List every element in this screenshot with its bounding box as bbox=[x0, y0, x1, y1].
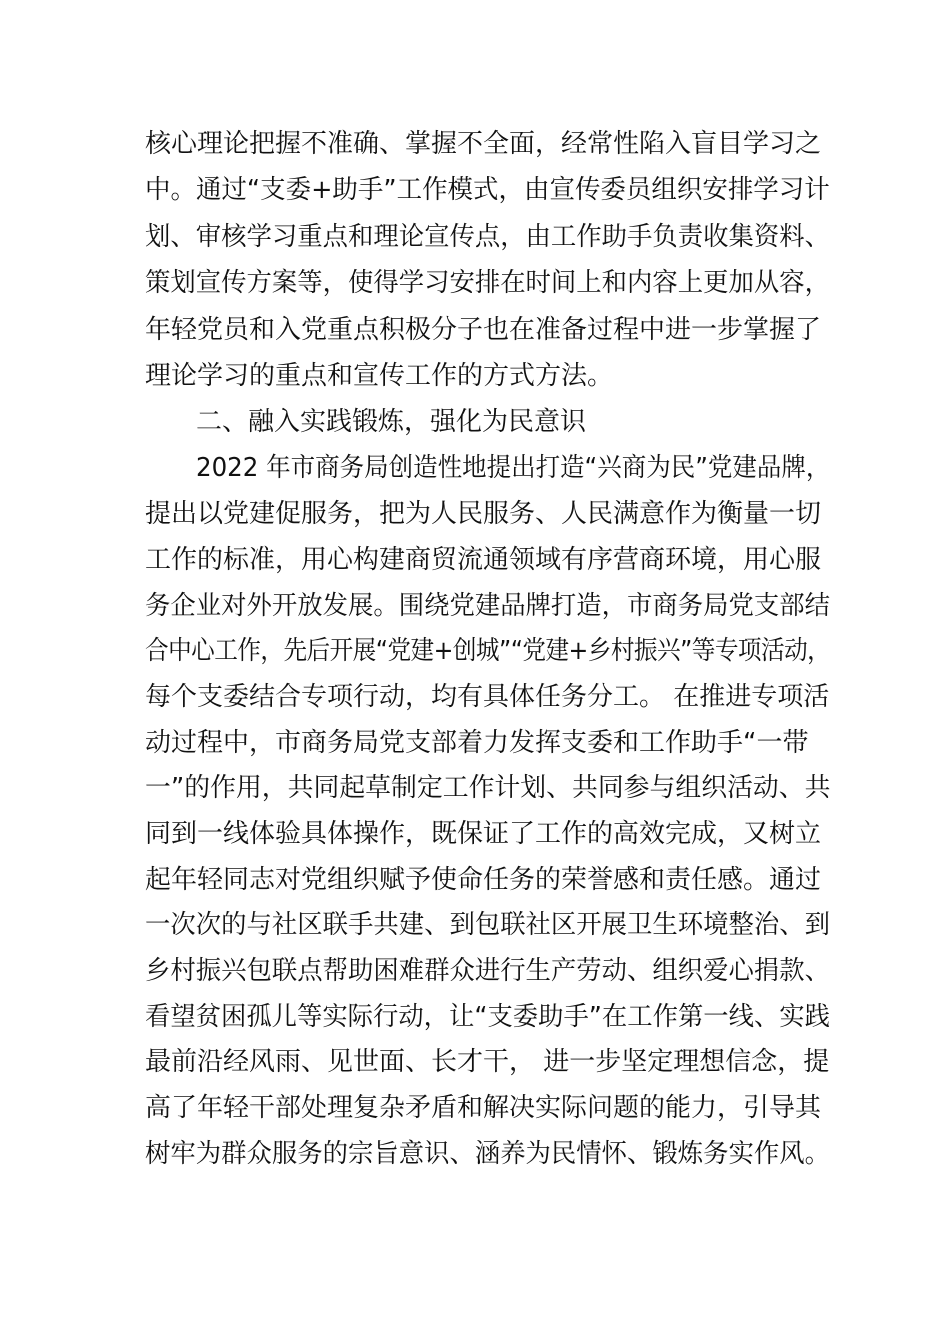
text-line-16: 同到一线体验具体操作，既保证了工作的高效完成，又树立 bbox=[145, 819, 822, 849]
text-line-8: 2022 年市商务局创造性地提出打造“兴商为民”党建品牌， bbox=[196, 453, 831, 483]
text-line-6: 理论学习的重点和宣传工作的方式方法。 bbox=[145, 361, 614, 391]
text-line-20: 看望贫困孤儿等实际行动，让“支委助手”在工作第一线、实践 bbox=[145, 1002, 830, 1032]
text-line-5: 年轻党员和入党重点积极分子也在准备过程中进一步掌握了 bbox=[145, 315, 822, 345]
text-line-3: 划、审核学习重点和理论宣传点，由工作助手负责收集资料、 bbox=[145, 222, 831, 252]
text-line-13: 每个支委结合专项行动，均有具体任务分工。 在推进专项活 bbox=[145, 682, 830, 712]
text-line-22: 高了年轻干部处理复杂矛盾和解决实际问题的能力，引导其 bbox=[145, 1093, 822, 1123]
text-line-11: 务企业对外开放发展。围绕党建品牌打造，市商务局党支部结 bbox=[145, 591, 831, 621]
text-line-4: 策划宣传方案等，使得学习安排在时间上和内容上更加从容， bbox=[145, 268, 831, 298]
text-line-10: 工作的标准，用心构建商贸流通领域有序营商环境，用心服 bbox=[145, 545, 822, 575]
text-line-14: 动过程中，市商务局党支部着力发挥支委和工作助手“一带 bbox=[145, 728, 809, 758]
section-heading: 二、融入实践锻炼，强化为民意识 bbox=[196, 407, 587, 437]
text-line-18: 一次次的与社区联手共建、到包联社区开展卫生环境整治、到 bbox=[145, 910, 831, 940]
text-line-21: 最前沿经风雨、见世面、长才干， 进一步坚定理想信念，提 bbox=[145, 1047, 830, 1077]
text-line-23: 树牢为群众服务的宗旨意识、涵养为民情怀、锻炼务实作风。 bbox=[145, 1139, 831, 1169]
text-line-19: 乡村振兴包联点帮助困难群众进行生产劳动、组织爱心捐款、 bbox=[145, 956, 831, 986]
text-line-12: 合中心工作，先后开展“党建+创城”“党建+乡村振兴”等专项活动， bbox=[145, 636, 831, 666]
text-line-2: 中。通过“支委+助手”工作模式，由宣传委员组织安排学习计 bbox=[145, 175, 830, 205]
text-line-1: 核心理论把握不准确、掌握不全面，经常性陷入盲目学习之 bbox=[145, 129, 822, 159]
text-line-15: 一”的作用，共同起草制定工作计划、共同参与组织活动、共 bbox=[145, 773, 831, 803]
text-line-17: 起年轻同志对党组织赋予使命任务的荣誉感和责任感。通过 bbox=[145, 865, 822, 895]
text-line-9: 提出以党建促服务，把为人民服务、人民满意作为衡量一切 bbox=[145, 499, 822, 529]
